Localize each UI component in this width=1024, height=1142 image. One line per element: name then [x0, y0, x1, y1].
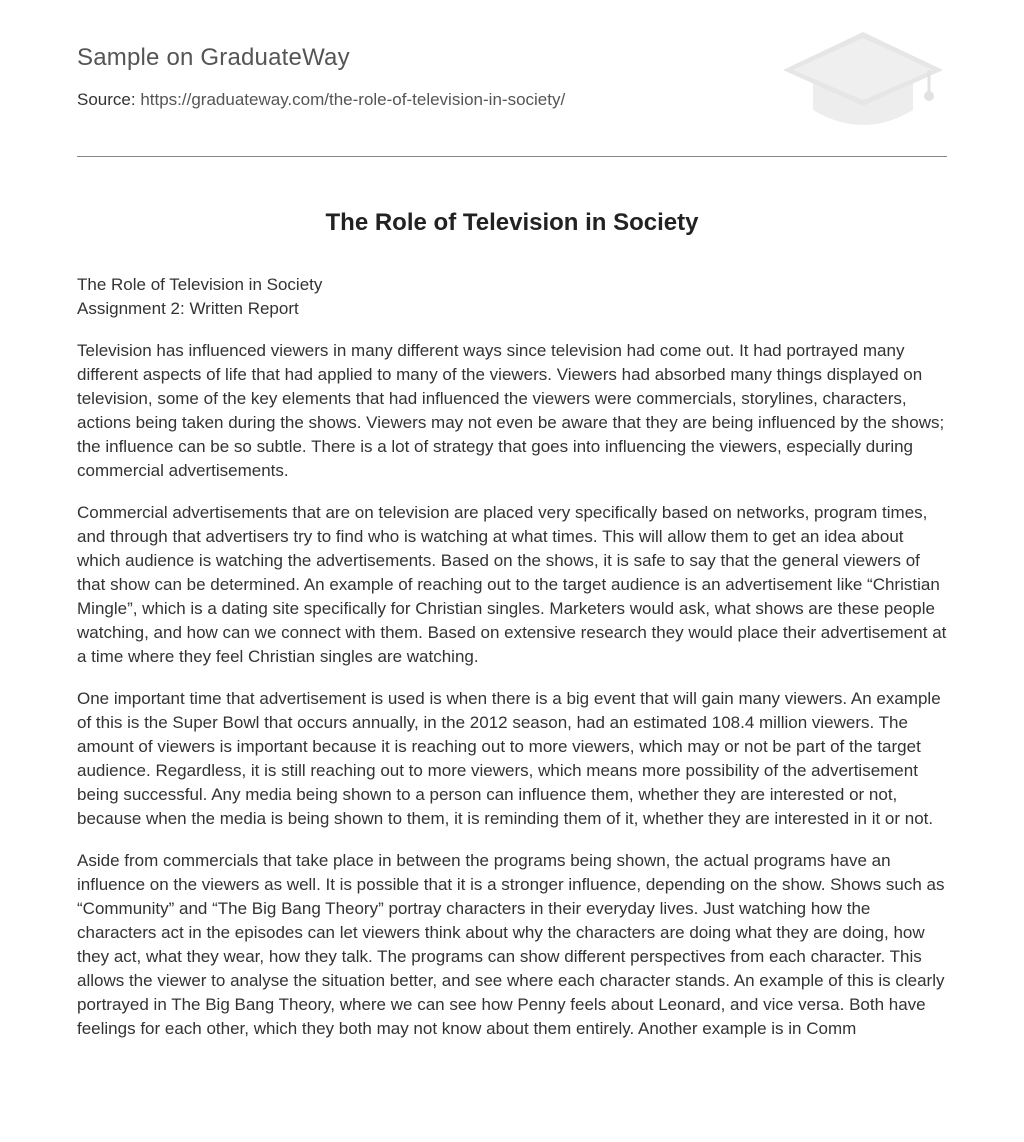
paragraph: One important time that advertisement is used is when there is a big event that will gain many viewers. An example of this is the Super Bowl that occurs annually, in the 2012 season, had an estimated 108.4 million viewers. The amount of viewers is important because it is reaching out to more viewers, which may or not be part of the target audience. Regardless, it is still reaching out to more viewers, which means more possibility of the advertisement being successful. Any media being shown to a person can influence them, whether they are interested or not, because when the media is being shown to them, it is reminding them of it, whether they are interested in it or not.: [77, 689, 941, 828]
source-link[interactable]: https://graduateway.com/the-role-of-television-in-society/: [140, 90, 566, 109]
site-name: Sample on GraduateWay: [77, 44, 350, 71]
source-label: Source:: [77, 90, 136, 109]
paragraph: Television has influenced viewers in many different ways since television had come out. It had portrayed many different aspects of life that had applied to many of the viewers. Viewers had absorbed many things displayed on television, some of the key elements that had influenced the viewers were commercials, storylines, characters, actions being taken during the shows. Viewers may not even be aware that they are being influenced by the shows; the influence can be so subtle. There is a lot of strategy that goes into influencing the viewers, especially during commercial advertisements.: [77, 341, 945, 480]
document-meta: [77, 273, 947, 321]
page-header: [77, 0, 947, 157]
graduation-cap-icon: [779, 30, 947, 134]
document-body: [77, 339, 947, 1041]
meta-assignment: Assignment 2: Written Report: [77, 299, 299, 318]
document-title: The Role of Television in Society: [325, 209, 699, 236]
source-line: [77, 90, 565, 110]
paragraph: Aside from commercials that take place in between the programs being shown, the actual programs have an influence on the viewers as well. It is possible that it is a stronger influence, depending on the show. Shows such as “Community” and “The Big Bang Theory” portray characters in their everyday lives. Just watching how the characters act in the episodes can let viewers think about why the characters are doing what they are doing, how they act, what they wear, how they talk. The programs can show different perspectives from each character. This allows the viewer to analyse the situation better, and see where each character stands. An example of this is clearly portrayed in The Big Bang Theory, where we can see how Penny feels about Leonard, and vice versa. Both have feelings for each other, which they both may not know about them entirely. Another example is in Comm: [77, 851, 945, 1038]
paragraph: Commercial advertisements that are on television are placed very specifically based on networks, program times, and through that advertisers try to find who is watching at what times. This will allow them to get an idea about which audience is watching the advertisements. Based on the shows, it is safe to say that the general viewers of that show can be determined. An example of reaching out to the target audience is an advertisement like “Christian Mingle”, which is a dating site specifically for Christian singles. Marketers would ask, what shows are these people watching, and how can we connect with them. Based on extensive research they would place their advertisement at a time where they feel Christian singles are watching.: [77, 503, 947, 666]
meta-title: The Role of Television in Society: [77, 275, 323, 294]
page: [77, 0, 947, 1041]
